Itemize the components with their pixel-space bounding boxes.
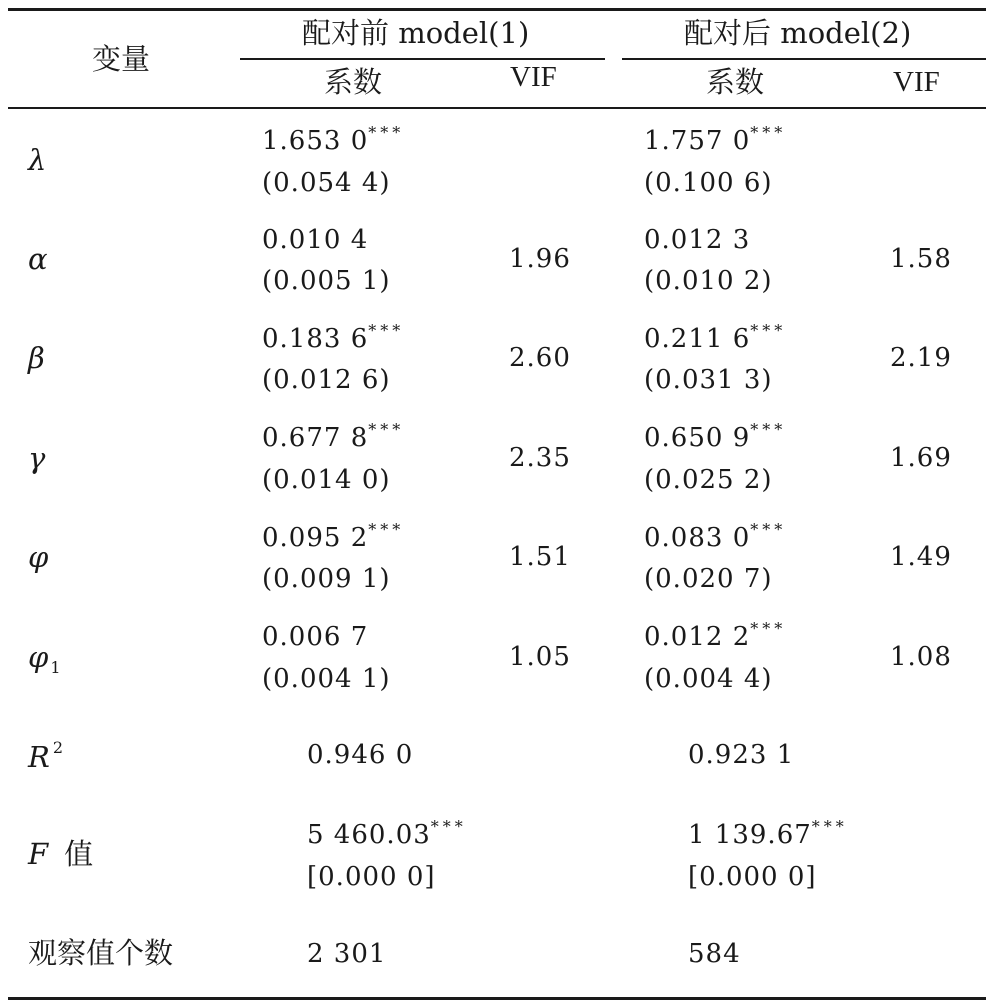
row-var: φ $_1$ — [28, 640, 61, 677]
f-pvalue-model2: [0.000 0] — [688, 862, 817, 892]
f-model2: 1 139.67*** — [688, 817, 848, 850]
vif-model1: 1.05 — [509, 642, 571, 672]
coef-model2: 0.083 0*** — [644, 520, 787, 553]
se-model2: (0.031 3) — [644, 365, 773, 395]
header-group1: 配对前 model(1) — [302, 16, 530, 50]
se-model1: (0.054 4) — [262, 168, 391, 198]
f-label: F 值 — [28, 837, 94, 871]
row-var: α — [28, 242, 48, 276]
header-vif-1: VIF — [510, 61, 557, 93]
vif-model2: 2.19 — [890, 343, 952, 373]
header-variable: 变量 — [92, 42, 151, 76]
coef-model2: 0.650 9*** — [644, 420, 787, 453]
vif-model2: 1.69 — [890, 443, 952, 473]
se-model1: (0.012 6) — [262, 365, 391, 395]
group2-underline — [622, 58, 986, 60]
vif-model1: 2.35 — [509, 443, 571, 473]
header-coef-1: 系数 — [324, 65, 383, 99]
vif-model1: 1.96 — [509, 244, 571, 274]
vif-model1: 2.60 — [509, 343, 571, 373]
r2-model2: 0.923 1 — [688, 740, 795, 770]
se-model1: (0.014 0) — [262, 465, 391, 495]
vif-model2: 1.49 — [890, 542, 952, 572]
coef-model1: 0.095 2*** — [262, 520, 405, 553]
row-var: β — [28, 341, 45, 375]
se-model2: (0.010 2) — [644, 266, 773, 296]
r2-model1: 0.946 0 — [307, 740, 414, 770]
header-group2: 配对后 model(2) — [684, 16, 912, 50]
coef-model1: 0.006 7 — [262, 622, 369, 652]
se-model2: (0.004 4) — [644, 664, 773, 694]
row-var: φ — [28, 540, 49, 574]
coef-model2: 0.012 3 — [644, 225, 751, 255]
header-bottom-rule — [8, 107, 986, 109]
obs-model2: 584 — [688, 939, 741, 969]
row-var: λ — [28, 143, 47, 177]
coef-model1: 1.653 0*** — [262, 123, 405, 156]
vif-model2: 1.08 — [890, 642, 952, 672]
se-model2: (0.020 7) — [644, 564, 773, 594]
coef-model2: 0.012 2*** — [644, 619, 787, 652]
bottom-rule — [8, 997, 986, 1000]
se-model1: (0.005 1) — [262, 266, 391, 296]
vif-model1: 1.51 — [509, 542, 571, 572]
coef-model2: 1.757 0*** — [644, 123, 787, 156]
coef-model2: 0.211 6*** — [644, 321, 787, 354]
header-vif-2: VIF — [893, 66, 940, 98]
coef-model1: 0.183 6*** — [262, 321, 405, 354]
top-rule — [8, 8, 986, 11]
r2-label: R $^2$ — [28, 738, 64, 774]
se-model2: (0.025 2) — [644, 465, 773, 495]
header-coef-2: 系数 — [706, 65, 765, 99]
f-model1: 5 460.03*** — [307, 817, 467, 850]
se-model1: (0.004 1) — [262, 664, 391, 694]
se-model1: (0.009 1) — [262, 564, 391, 594]
coef-model1: 0.010 4 — [262, 225, 369, 255]
row-var: γ — [28, 441, 46, 475]
f-pvalue-model1: [0.000 0] — [307, 862, 436, 892]
obs-label: 观察值个数 — [28, 936, 174, 970]
se-model2: (0.100 6) — [644, 168, 773, 198]
vif-model2: 1.58 — [890, 244, 952, 274]
group1-underline — [240, 58, 605, 60]
obs-model1: 2 301 — [307, 939, 387, 969]
coef-model1: 0.677 8*** — [262, 420, 405, 453]
